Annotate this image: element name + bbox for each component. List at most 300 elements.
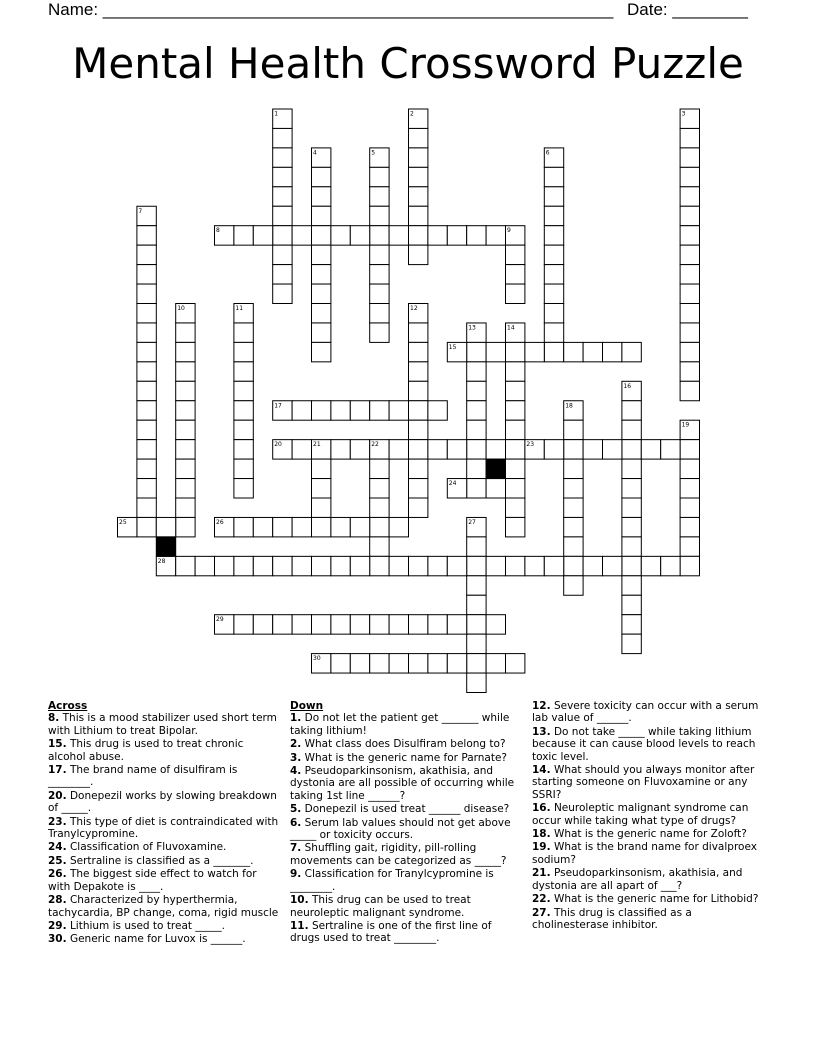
grid-cell[interactable]	[525, 342, 544, 361]
grid-cell[interactable]	[409, 323, 428, 342]
grid-cell[interactable]	[641, 440, 660, 459]
clue-number: 9.	[290, 868, 302, 881]
grid-cell[interactable]	[447, 654, 466, 673]
grid-cell[interactable]	[370, 323, 389, 342]
grid-cell[interactable]	[370, 479, 389, 498]
grid-cell[interactable]	[331, 517, 350, 536]
grid-cell[interactable]	[486, 479, 505, 498]
grid-cell[interactable]	[428, 654, 447, 673]
clue-number: 10.	[290, 894, 309, 907]
grid-cell[interactable]	[137, 362, 156, 381]
clue-item	[290, 842, 522, 867]
grid-cell[interactable]	[467, 401, 486, 420]
grid-cell[interactable]	[234, 440, 253, 459]
grid-cell[interactable]	[253, 556, 272, 575]
grid-cell[interactable]	[680, 206, 699, 225]
clue-number: 24.	[48, 841, 67, 854]
grid-cell[interactable]	[680, 323, 699, 342]
grid-cell[interactable]	[389, 440, 408, 459]
grid-cell[interactable]	[544, 206, 563, 225]
grid-cell[interactable]	[137, 498, 156, 517]
clue-item	[48, 816, 282, 841]
grid-cell[interactable]	[176, 420, 195, 439]
grid-cell[interactable]	[506, 284, 525, 303]
grid-cell[interactable]	[680, 498, 699, 517]
grid-cell[interactable]	[603, 556, 622, 575]
grid-cell[interactable]	[312, 517, 331, 536]
grid-cell[interactable]	[331, 401, 350, 420]
clue-number: 29.	[48, 919, 67, 932]
grid-cell[interactable]	[467, 576, 486, 595]
grid-cell[interactable]	[622, 479, 641, 498]
grid-cell[interactable]	[176, 440, 195, 459]
grid-cell[interactable]	[273, 167, 292, 186]
grid-cell[interactable]	[137, 401, 156, 420]
grid-cell[interactable]	[350, 226, 369, 245]
cell-number: 24	[448, 480, 457, 488]
grid-cell[interactable]	[176, 381, 195, 400]
cell-number: 4	[313, 149, 317, 157]
grid-cell[interactable]	[312, 615, 331, 634]
grid-cell[interactable]	[273, 615, 292, 634]
grid-cell[interactable]	[544, 284, 563, 303]
clue-number: 18.	[532, 828, 551, 841]
grid-cell[interactable]	[350, 654, 369, 673]
cell-number: 5	[371, 149, 376, 157]
grid-cell[interactable]	[680, 304, 699, 323]
grid-cell[interactable]	[370, 654, 389, 673]
grid-cell[interactable]	[273, 556, 292, 575]
grid-cell[interactable]	[506, 401, 525, 420]
grid-cell[interactable]	[564, 556, 583, 575]
grid-cell[interactable]	[176, 556, 195, 575]
grid-cell[interactable]	[292, 440, 311, 459]
grid-cell[interactable]	[467, 440, 486, 459]
grid-cell[interactable]	[370, 556, 389, 575]
grid-cell[interactable]	[312, 323, 331, 342]
grid-cell[interactable]	[176, 342, 195, 361]
clue-item	[290, 738, 522, 750]
grid-cell[interactable]	[137, 459, 156, 478]
clue-number: 4.	[290, 765, 302, 778]
grid-cell[interactable]	[253, 517, 272, 536]
grid-cell[interactable]	[176, 362, 195, 381]
grid-cell[interactable]	[409, 342, 428, 361]
grid-cell[interactable]	[409, 401, 428, 420]
grid-cell[interactable]	[506, 342, 525, 361]
grid-cell[interactable]	[506, 420, 525, 439]
grid-cell[interactable]	[234, 420, 253, 439]
grid-cell[interactable]	[350, 440, 369, 459]
grid-cell[interactable]	[544, 304, 563, 323]
grid-cell[interactable]	[603, 440, 622, 459]
grid-cell[interactable]	[506, 245, 525, 264]
grid-cell[interactable]	[137, 265, 156, 284]
grid-cell[interactable]	[273, 284, 292, 303]
grid-cell[interactable]	[428, 226, 447, 245]
grid-cell[interactable]	[312, 498, 331, 517]
grid-cell[interactable]	[370, 459, 389, 478]
clue-text: Severe toxicity can occur with a serum lab value of ______.	[532, 700, 759, 725]
clue-number: 13.	[532, 725, 551, 738]
grid-cell[interactable]	[331, 226, 350, 245]
grid-cell[interactable]	[680, 226, 699, 245]
grid-cell[interactable]	[273, 226, 292, 245]
grid-cell[interactable]	[409, 128, 428, 147]
clue-number: 2.	[290, 738, 302, 751]
grid-cell[interactable]	[622, 342, 641, 361]
grid-cell[interactable]	[680, 148, 699, 167]
grid-cell[interactable]	[409, 362, 428, 381]
grid-cell[interactable]	[564, 420, 583, 439]
grid-cell[interactable]	[506, 556, 525, 575]
name-field-label[interactable]: Name: ______________________________________________________	[48, 0, 614, 19]
grid-cell[interactable]	[312, 401, 331, 420]
grid-cell[interactable]	[312, 187, 331, 206]
grid-cell[interactable]	[544, 342, 563, 361]
clue-number: 25.	[48, 854, 67, 867]
grid-cell[interactable]	[370, 206, 389, 225]
grid-cell[interactable]	[409, 420, 428, 439]
grid-cell[interactable]	[409, 479, 428, 498]
grid-cell[interactable]	[467, 673, 486, 692]
grid-cell[interactable]	[428, 440, 447, 459]
grid-cell[interactable]	[486, 226, 505, 245]
clue-text: Pseudoparkinsonism, akathisia, and dystonia are all possible of occurring while taking 1st line ______?	[290, 765, 515, 802]
grid-cell[interactable]	[312, 167, 331, 186]
down-clue-list	[290, 712, 522, 944]
grid-cell[interactable]	[641, 556, 660, 575]
grid-cell[interactable]	[331, 556, 350, 575]
grid-cell[interactable]	[467, 362, 486, 381]
grid-cell[interactable]	[622, 459, 641, 478]
grid-cell[interactable]	[409, 615, 428, 634]
cell-number: 7	[138, 207, 143, 215]
grid-cell[interactable]	[370, 226, 389, 245]
grid-cell[interactable]	[292, 556, 311, 575]
grid-cell[interactable]	[137, 420, 156, 439]
grid-cell[interactable]	[273, 148, 292, 167]
grid-cell[interactable]	[680, 556, 699, 575]
grid-cell[interactable]	[622, 576, 641, 595]
grid-cell[interactable]	[234, 517, 253, 536]
grid-cell[interactable]	[583, 440, 602, 459]
grid-cell[interactable]	[428, 401, 447, 420]
clue-item	[48, 933, 282, 945]
grid-cell[interactable]	[447, 440, 466, 459]
grid-cell[interactable]	[680, 265, 699, 284]
grid-cell[interactable]	[273, 187, 292, 206]
grid-cell[interactable]	[195, 556, 214, 575]
grid-cell[interactable]	[234, 459, 253, 478]
clue-number: 6.	[290, 816, 302, 829]
grid-cell[interactable]	[622, 498, 641, 517]
grid-cell[interactable]	[312, 459, 331, 478]
grid-cell[interactable]	[176, 479, 195, 498]
grid-cell[interactable]	[506, 517, 525, 536]
grid-cell[interactable]	[137, 440, 156, 459]
grid-cell[interactable]	[331, 440, 350, 459]
grid-cell[interactable]	[680, 381, 699, 400]
grid-cell[interactable]	[622, 401, 641, 420]
clue-text: Donepezil works by slowing breakdown of _____.	[48, 789, 277, 815]
grid-cell[interactable]	[350, 517, 369, 536]
grid-cell[interactable]	[544, 440, 563, 459]
grid-cell[interactable]	[137, 226, 156, 245]
grid-cell[interactable]	[486, 342, 505, 361]
grid-cell[interactable]	[137, 342, 156, 361]
grid-cell[interactable]	[137, 517, 156, 536]
clue-item	[532, 907, 764, 932]
grid-cell[interactable]	[564, 342, 583, 361]
down-clue-list-continued	[532, 700, 764, 931]
grid-cell[interactable]	[292, 226, 311, 245]
grid-cell[interactable]	[312, 479, 331, 498]
grid-cell[interactable]	[680, 517, 699, 536]
grid-cell[interactable]	[409, 206, 428, 225]
grid-cell[interactable]	[622, 537, 641, 556]
grid-cell[interactable]	[234, 556, 253, 575]
grid-cell[interactable]	[137, 304, 156, 323]
grid-cell[interactable]	[292, 615, 311, 634]
grid-cell[interactable]	[680, 459, 699, 478]
grid-cell[interactable]	[467, 654, 486, 673]
grid-cell[interactable]	[350, 615, 369, 634]
grid-cell[interactable]	[409, 148, 428, 167]
grid-cell[interactable]	[389, 401, 408, 420]
grid-cell[interactable]	[544, 323, 563, 342]
grid-cell[interactable]	[622, 615, 641, 634]
cell-number: 6	[545, 149, 550, 157]
grid-cell[interactable]	[603, 342, 622, 361]
grid-cell[interactable]	[564, 440, 583, 459]
grid-cell[interactable]	[661, 440, 680, 459]
grid-cell[interactable]	[486, 654, 505, 673]
grid-cell[interactable]	[137, 245, 156, 264]
grid-cell[interactable]	[544, 245, 563, 264]
grid-cell[interactable]	[312, 265, 331, 284]
grid-cell[interactable]	[409, 498, 428, 517]
grid-cell[interactable]	[350, 556, 369, 575]
grid-cell[interactable]	[409, 187, 428, 206]
grid-cell[interactable]	[176, 517, 195, 536]
grid-cell[interactable]	[350, 401, 369, 420]
clue-item	[48, 738, 282, 763]
grid-cell[interactable]	[176, 459, 195, 478]
grid-cell[interactable]	[370, 401, 389, 420]
grid-cell[interactable]	[292, 401, 311, 420]
clue-number: 19.	[532, 841, 551, 854]
grid-cell[interactable]	[234, 362, 253, 381]
grid-cell[interactable]	[467, 342, 486, 361]
grid-cell[interactable]	[389, 517, 408, 536]
grid-cell[interactable]	[661, 556, 680, 575]
grid-cell[interactable]	[467, 479, 486, 498]
grid-cell[interactable]	[370, 615, 389, 634]
grid-cell[interactable]	[234, 342, 253, 361]
grid-cell[interactable]	[273, 265, 292, 284]
grid-cell[interactable]	[506, 479, 525, 498]
grid-cell[interactable]	[564, 479, 583, 498]
grid-cell[interactable]	[506, 498, 525, 517]
date-field-label[interactable]: Date: ________	[627, 0, 748, 19]
grid-cell[interactable]	[525, 556, 544, 575]
grid-cell[interactable]	[234, 401, 253, 420]
grid-cell[interactable]	[544, 265, 563, 284]
clue-text: Do not take _____ while taking lithium because it can cause blood levels to reach toxic level.	[532, 725, 756, 763]
grid-cell[interactable]	[389, 556, 408, 575]
grid-cell[interactable]	[273, 245, 292, 264]
grid-cell[interactable]	[486, 556, 505, 575]
grid-cell[interactable]	[506, 440, 525, 459]
grid-cell[interactable]	[331, 654, 350, 673]
clue-number: 20.	[48, 789, 67, 802]
grid-cell[interactable]	[680, 284, 699, 303]
grid-cell[interactable]	[234, 615, 253, 634]
grid-cell[interactable]	[234, 323, 253, 342]
grid-cell[interactable]	[312, 304, 331, 323]
grid-cell[interactable]	[428, 556, 447, 575]
grid-cell[interactable]	[137, 381, 156, 400]
grid-cell[interactable]	[409, 654, 428, 673]
grid-cell[interactable]	[137, 284, 156, 303]
grid-cell[interactable]	[292, 517, 311, 536]
grid-cell[interactable]	[370, 498, 389, 517]
cell-number: 12	[410, 305, 418, 312]
grid-cell[interactable]	[253, 226, 272, 245]
grid-cell[interactable]	[370, 537, 389, 556]
grid-cell[interactable]	[234, 226, 253, 245]
grid-cell[interactable]	[564, 537, 583, 556]
grid-cell[interactable]	[680, 245, 699, 264]
grid-cell[interactable]	[583, 556, 602, 575]
grid-cell[interactable]	[622, 517, 641, 536]
grid-cell[interactable]	[544, 187, 563, 206]
grid-cell[interactable]	[564, 459, 583, 478]
grid-cell[interactable]	[486, 615, 505, 634]
grid-cell[interactable]	[544, 556, 563, 575]
grid-cell[interactable]	[506, 654, 525, 673]
grid-cell[interactable]	[680, 362, 699, 381]
grid-cell[interactable]	[622, 420, 641, 439]
grid-cell[interactable]	[467, 420, 486, 439]
grid-cell[interactable]	[409, 440, 428, 459]
grid-cell[interactable]	[137, 323, 156, 342]
grid-cell[interactable]	[680, 128, 699, 147]
grid-cell[interactable]	[467, 615, 486, 634]
clue-text: This drug can be used to treat neuroleptic malignant syndrome.	[290, 894, 471, 919]
grid-cell[interactable]	[370, 304, 389, 323]
grid-cell[interactable]	[273, 517, 292, 536]
grid-cell[interactable]	[409, 167, 428, 186]
grid-cell[interactable]	[234, 381, 253, 400]
grid-cell[interactable]	[176, 323, 195, 342]
grid-cell[interactable]	[467, 537, 486, 556]
grid-cell[interactable]	[447, 615, 466, 634]
grid-cell[interactable]	[137, 479, 156, 498]
grid-cell[interactable]	[680, 187, 699, 206]
grid-cell[interactable]	[622, 595, 641, 614]
grid-cell[interactable]	[467, 459, 486, 478]
grid-cell[interactable]	[544, 167, 563, 186]
grid-cell[interactable]	[176, 498, 195, 517]
grid-cell[interactable]	[409, 459, 428, 478]
grid-cell[interactable]	[273, 206, 292, 225]
grid-cell[interactable]	[312, 284, 331, 303]
grid-cell[interactable]	[234, 479, 253, 498]
grid-cell[interactable]	[506, 362, 525, 381]
grid-cell[interactable]	[506, 265, 525, 284]
grid-cell[interactable]	[312, 226, 331, 245]
grid-cell[interactable]	[506, 459, 525, 478]
grid-cell[interactable]	[176, 401, 195, 420]
grid-cell[interactable]	[409, 381, 428, 400]
grid-cell[interactable]	[680, 440, 699, 459]
grid-cell[interactable]	[680, 479, 699, 498]
grid-cell[interactable]	[409, 226, 428, 245]
grid-cell[interactable]	[370, 167, 389, 186]
grid-cell[interactable]	[409, 245, 428, 264]
grid-cell[interactable]	[215, 556, 234, 575]
grid-cell[interactable]	[331, 615, 350, 634]
grid-cell[interactable]	[564, 576, 583, 595]
clue-number: 12.	[532, 700, 551, 712]
clue-text: What class does Disulfiram belong to?	[301, 738, 506, 751]
grid-cell[interactable]	[447, 226, 466, 245]
grid-cell[interactable]	[389, 615, 408, 634]
clue-text: What is the generic name for Lithobid?	[550, 893, 759, 906]
grid-cell[interactable]	[467, 226, 486, 245]
grid-cell[interactable]	[370, 187, 389, 206]
grid-cell[interactable]	[389, 654, 408, 673]
grid-cell[interactable]	[447, 556, 466, 575]
grid-cell[interactable]	[156, 517, 175, 536]
grid-cell[interactable]	[544, 226, 563, 245]
grid-cell[interactable]	[467, 556, 486, 575]
grid-cell[interactable]	[312, 245, 331, 264]
clue-item	[532, 867, 764, 892]
grid-cell[interactable]	[680, 537, 699, 556]
grid-cell[interactable]	[312, 206, 331, 225]
grid-cell[interactable]	[622, 634, 641, 653]
grid-cell[interactable]	[564, 498, 583, 517]
grid-cell[interactable]	[370, 517, 389, 536]
grid-cell[interactable]	[583, 342, 602, 361]
grid-cell[interactable]	[389, 226, 408, 245]
grid-cell[interactable]	[622, 556, 641, 575]
grid-cell[interactable]	[370, 245, 389, 264]
clue-item	[290, 765, 522, 802]
grid-cell[interactable]	[680, 167, 699, 186]
grid-cell[interactable]	[409, 556, 428, 575]
grid-cell[interactable]	[564, 517, 583, 536]
grid-cell[interactable]	[312, 556, 331, 575]
grid-cell[interactable]	[428, 615, 447, 634]
grid-cell[interactable]	[622, 440, 641, 459]
grid-cell[interactable]	[486, 440, 505, 459]
grid-cell[interactable]	[253, 615, 272, 634]
grid-cell[interactable]	[370, 265, 389, 284]
grid-cell[interactable]	[506, 381, 525, 400]
grid-cell[interactable]	[467, 381, 486, 400]
grid-cell[interactable]	[273, 128, 292, 147]
grid-cell[interactable]	[467, 634, 486, 653]
clue-item	[48, 841, 282, 853]
grid-cell[interactable]	[370, 284, 389, 303]
grid-cell[interactable]	[467, 595, 486, 614]
grid-cell[interactable]	[312, 342, 331, 361]
grid-cell[interactable]	[680, 342, 699, 361]
